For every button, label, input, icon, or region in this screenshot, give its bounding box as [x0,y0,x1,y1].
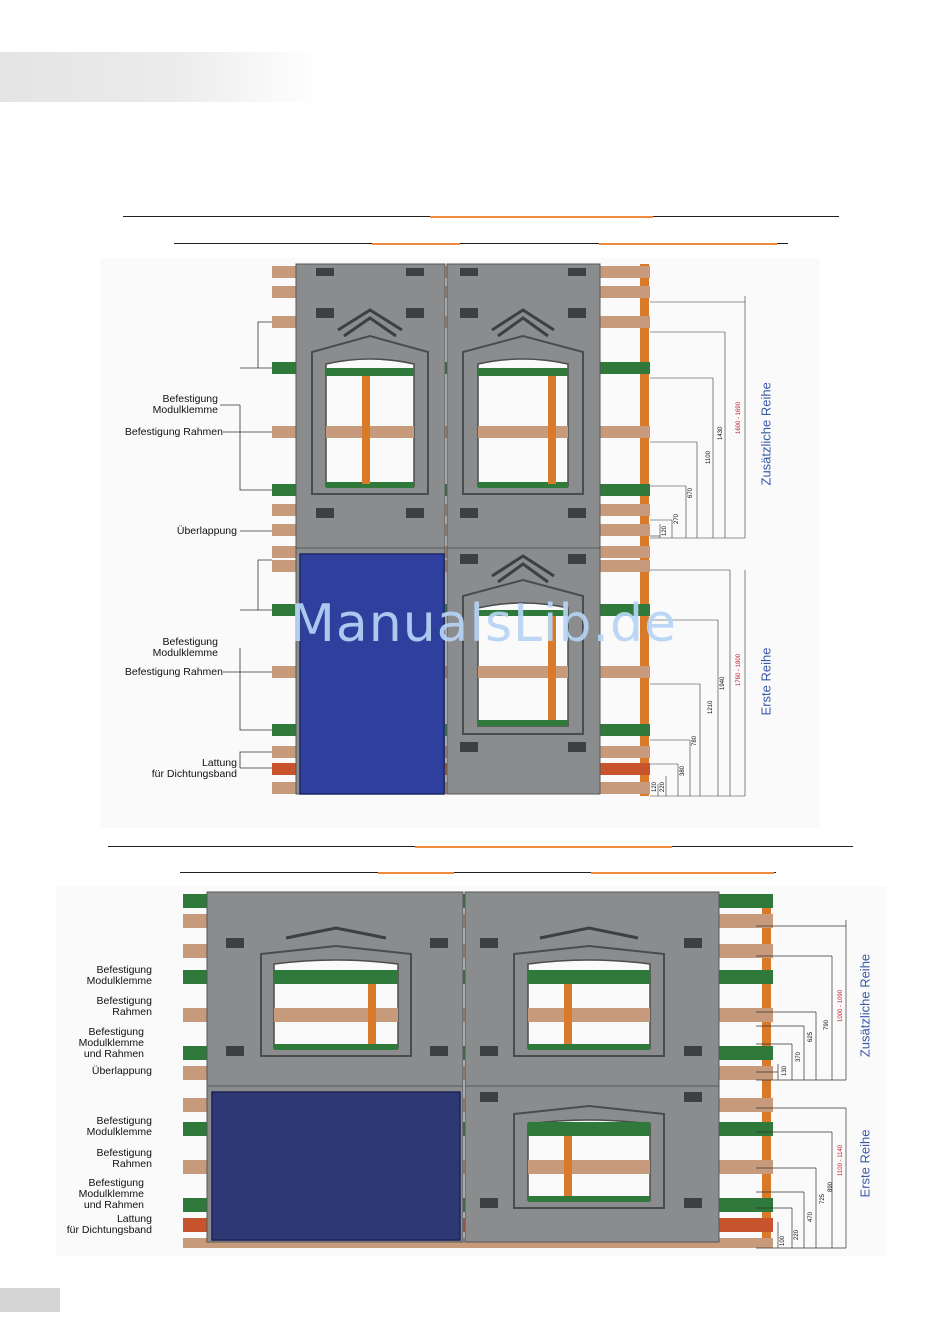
row-title-upper: Zusätzliche Reihe [857,953,873,1058]
header-gradient-bar [0,52,320,102]
label-lattung: Lattung für Dichtungsband [66,1213,152,1236]
section-rule [108,846,853,847]
label-befestigung-rahmen: Befestigung Rahmen [96,1147,152,1170]
roof-diagram-2 [56,886,886,1256]
watermark: ManualsLib.de [290,594,678,654]
footer-page-tab [0,1288,60,1312]
label-befestigung-modulklemme: Befestigung Modulklemme [86,964,152,987]
row-title-lower: Erste Reihe [857,1129,873,1198]
label-befestigung-modulklemme: Befestigung Modulklemme [86,1115,152,1138]
label-befestigung-rahmen: Befestigung Rahmen [96,995,152,1018]
label-befestigung-modulklemme: Befestigung Modulklemme [152,393,218,416]
roof-diagram-1 [100,258,820,828]
diagram-1 [100,258,820,828]
diagram-2 [56,886,886,1256]
dim-1-l-2: 380 [680,765,686,776]
dim-2-u-range: 1000 - 1090 [838,989,844,1022]
dim-1-u-3: 1100 [706,451,712,464]
dim-2-l-3: 725 [820,1193,826,1204]
dim-1-u-4: 1430 [718,426,724,440]
section-rule [123,216,839,217]
solar-panel [300,554,444,794]
dim-1-u-range: 1600 - 1690 [736,401,742,434]
dim-1-l-3: 780 [692,735,698,746]
label-ueberlappung: Überlappung [91,1065,152,1077]
label-befestigung-modulklemme-rahmen: Befestigung Modulklemme und Rahmen [78,1177,144,1211]
dim-2-l-0: 100 [780,1235,786,1246]
dim-2-l-4: 890 [828,1181,834,1192]
section-rule [180,872,776,873]
row-title-upper: Zusätzliche Reihe [758,382,774,486]
dim-1-l-4: 1210 [708,700,714,714]
dim-1-u-0: 120 [662,525,668,536]
dim-2-l-2: 470 [808,1211,814,1222]
dim-2-l-1: 220 [794,1229,800,1240]
dim-2-u-1: 370 [796,1051,802,1062]
section-rule [174,243,788,244]
dim-2-u-2: 625 [808,1031,814,1042]
dim-1-u-1: 270 [674,513,680,524]
label-ueberlappung: Überlappung [176,525,237,537]
dim-2-l-range: 1100 - 1140 [838,1144,844,1176]
dim-1-l-range: 1760 - 1800 [736,653,742,686]
solar-panel [212,1092,460,1240]
dim-1-l-5: 1940 [720,676,726,690]
label-befestigung-modulklemme: Befestigung Modulklemme [152,636,218,659]
label-lattung: Lattung für Dichtungsband [151,757,237,780]
label-befestigung-rahmen: Befestigung Rahmen [124,666,223,678]
dim-1-l-1: 220 [660,781,666,792]
label-befestigung-rahmen: Befestigung Rahmen [124,426,223,438]
dim-1-u-2: 670 [688,487,694,498]
label-befestigung-modulklemme-rahmen: Befestigung Modulklemme und Rahmen [78,1026,144,1060]
dim-2-u-3: 790 [824,1019,830,1030]
dim-1-l-0: 120 [652,781,658,792]
row-title-lower: Erste Reihe [758,647,774,716]
dim-2-u-0: 130 [782,1065,788,1076]
